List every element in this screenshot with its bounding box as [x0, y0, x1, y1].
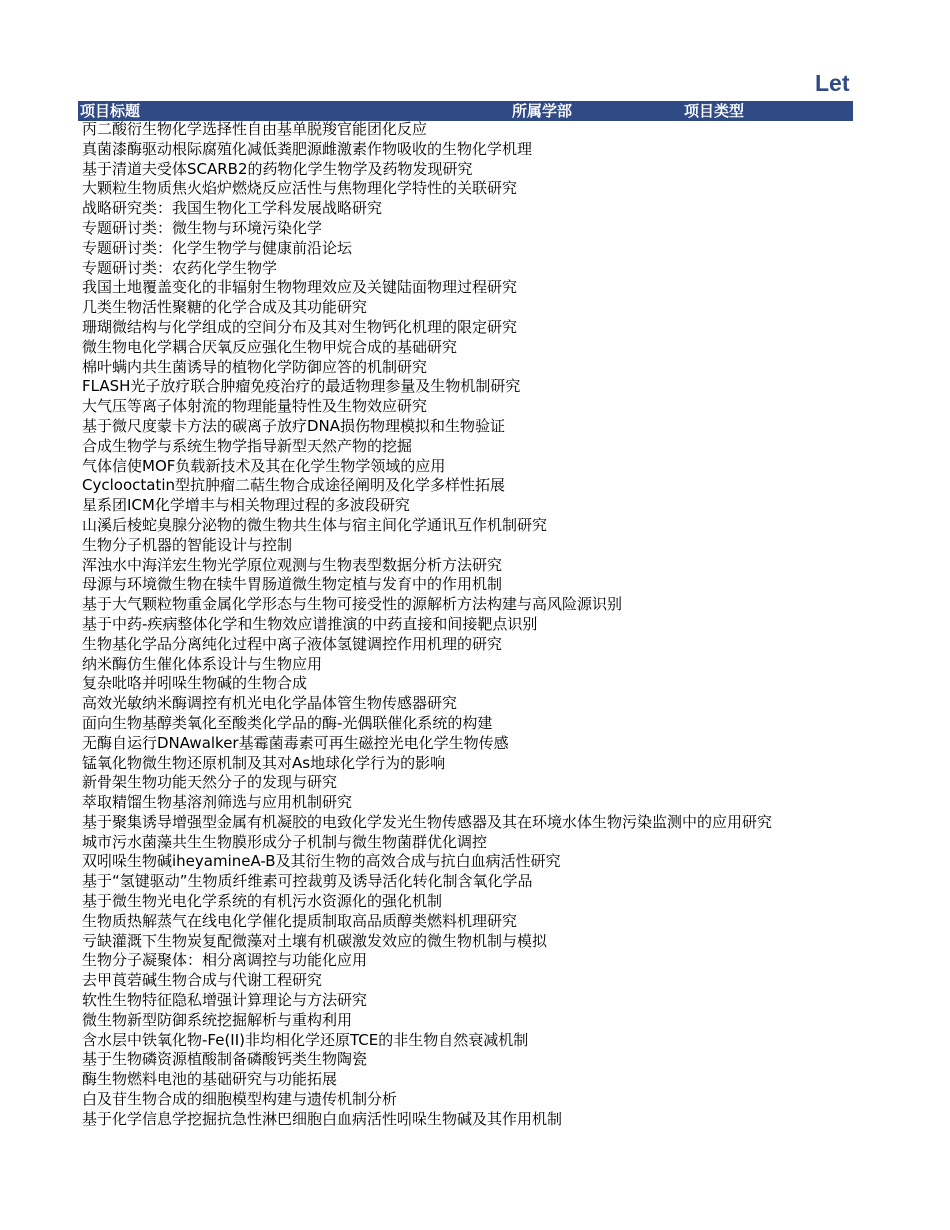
project-title-row: 生物基化学品分离纯化过程中离子液体氢键调控作用机理的研究: [82, 634, 503, 653]
column-header-department[interactable]: 所属学部: [512, 102, 573, 120]
project-title-row: 基于“氢键驱动”生物质纤维素可控裁剪及诱导活化转化制含氧化学品: [82, 872, 533, 891]
project-title-row: 微生物电化学耦合厌氧反应强化生物甲烷合成的基础研究: [82, 337, 458, 356]
project-title-row: 双吲哚生物碱iheyamineA-B及其衍生物的高效合成与抗白血病活性研究: [82, 852, 561, 871]
project-title-row: 专题研讨类：微生物与环境污染化学: [82, 218, 323, 237]
project-title-row: 复杂吡咯并吲哚生物碱的生物合成: [82, 674, 308, 693]
project-title-row: 酶生物燃料电池的基础研究与功能拓展: [82, 1070, 338, 1089]
project-title-row: 生物分子机器的智能设计与控制: [82, 535, 293, 554]
project-title-row: 基于微生物光电化学系统的有机污水资源化的强化机制: [82, 892, 443, 911]
project-title-row: 面向生物基醇类氧化至酸类化学品的酶-光偶联催化系统的构建: [82, 713, 493, 732]
project-title-row: 星系团ICM化学增丰与相关物理过程的多波段研究: [82, 496, 410, 515]
project-title-row: 去甲莨菪碱生物合成与代谢工程研究: [82, 971, 323, 990]
project-title-row: 生物分子凝聚体：相分离调控与功能化应用: [82, 951, 368, 970]
project-title-row: 基于聚集诱导增强型金属有机凝胶的电致化学发光生物传感器及其在环境水体生物污染监测中的应用研究: [82, 812, 773, 831]
project-title-row: 合成生物学与系统生物学指导新型天然产物的挖掘: [82, 436, 413, 455]
project-title-row: 珊瑚微结构与化学组成的空间分布及其对生物钙化机理的限定研究: [82, 317, 518, 336]
project-title-row: 基于生物磷资源植酸制备磷酸钙类生物陶瓷: [82, 1050, 368, 1069]
project-title-row: 白及苷生物合成的细胞模型构建与遗传机制分析: [82, 1090, 398, 1109]
project-title-row: 新骨架生物功能天然分子的发现与研究: [82, 773, 338, 792]
project-title-row: 含水层中铁氧化物-Fe(II)非均相化学还原TCE的非生物自然衰减机制: [82, 1030, 529, 1049]
project-title-row: 棉叶螨内共生菌诱导的植物化学防御应答的机制研究: [82, 357, 428, 376]
project-title-row: 丙二酸衍生物化学选择性自由基单脱羧官能团化反应: [82, 120, 428, 138]
project-title-row: 高效光敏纳米酶调控有机光电化学晶体管生物传感器研究: [82, 694, 458, 713]
project-title-row: 生物质热解蒸气在线电化学催化提质制取高品质醇类燃料机理研究: [82, 911, 518, 930]
project-title-row: 萃取精馏生物基溶剂筛选与应用机制研究: [82, 793, 353, 812]
project-title-row: 纳米酶仿生催化体系设计与生物应用: [82, 654, 323, 673]
project-title-row: 无酶自运行DNAwalker基霉菌毒素可再生磁控光电化学生物传感: [82, 733, 509, 752]
project-title-row: 几类生物活性聚糖的化学合成及其功能研究: [82, 298, 368, 317]
project-title-row: 专题研讨类：农药化学生物学: [82, 258, 278, 277]
project-title-row: 大颗粒生物质焦火焰炉燃烧反应活性与焦物理化学特性的关联研究: [82, 179, 518, 198]
project-title-row: 基于中药-疾病整体化学和生物效应谱推演的中药直接和间接靶点识别: [82, 614, 538, 633]
column-header-type[interactable]: 项目类型: [684, 102, 745, 120]
project-title-row: 基于清道夫受体SCARB2的药物化学生物学及药物发现研究: [82, 159, 473, 178]
project-title-row: 我国土地覆盖变化的非辐射生物物理效应及关键陆面物理过程研究: [82, 278, 518, 297]
project-title-row: 专题研讨类：化学生物学与健康前沿论坛: [82, 238, 353, 257]
project-list: [82, 120, 855, 1135]
project-title-row: 城市污水菌藻共生生物膜形成分子机制与微生物菌群优化调控: [82, 832, 488, 851]
project-title-row: 大气压等离子体射流的物理能量特性及生物效应研究: [82, 397, 428, 416]
table-header: [78, 101, 853, 121]
project-title-row: 亏缺灌溉下生物炭复配微藻对土壤有机碳激发效应的微生物机制与模拟: [82, 931, 548, 950]
project-title-row: 锰氧化物微生物还原机制及其对As地球化学行为的影响: [82, 753, 446, 772]
project-title-row: 浑浊水中海洋宏生物光学原位观测与生物表型数据分析方法研究: [82, 555, 503, 574]
project-title-row: Cyclooctatin型抗肿瘤二萜生物合成途径阐明及化学多样性拓展: [82, 476, 505, 495]
project-title-row: 山溪后棱蛇臭腺分泌物的微生物共生体与宿主间化学通讯互作机制研究: [82, 515, 548, 534]
project-title-row: 基于化学信息学挖掘抗急性淋巴细胞白血病活性吲哚生物碱及其作用机制: [82, 1109, 563, 1128]
project-title-row: 战略研究类：我国生物化工学科发展战略研究: [82, 199, 383, 218]
project-title-row: FLASH光子放疗联合肿瘤免疫治疗的最适物理参量及生物机制研究: [82, 377, 521, 396]
project-title-row: 基于微尺度蒙卡方法的碳离子放疗DNA损伤物理模拟和生物验证: [82, 416, 506, 435]
column-header-title[interactable]: 项目标题: [80, 102, 141, 120]
project-title-row: 气体信使MOF负载新技术及其在化学生物学领域的应用: [82, 456, 446, 475]
project-title-row: 母源与环境微生物在犊牛胃肠道微生物定植与发育中的作用机制: [82, 575, 503, 594]
project-title-row: 微生物新型防御系统挖掘解析与重构利用: [82, 1010, 353, 1029]
project-title-row: 真菌漆酶驱动根际腐殖化减低粪肥源雌激素作物吸收的生物化学机理: [82, 139, 533, 158]
project-title-row: 软性生物特征隐私增强计算理论与方法研究: [82, 991, 368, 1010]
corner-logo-text: Let: [815, 70, 850, 96]
project-title-row: 基于大气颗粒物重金属化学形态与生物可接受性的源解析方法构建与高风险源识别: [82, 595, 623, 614]
